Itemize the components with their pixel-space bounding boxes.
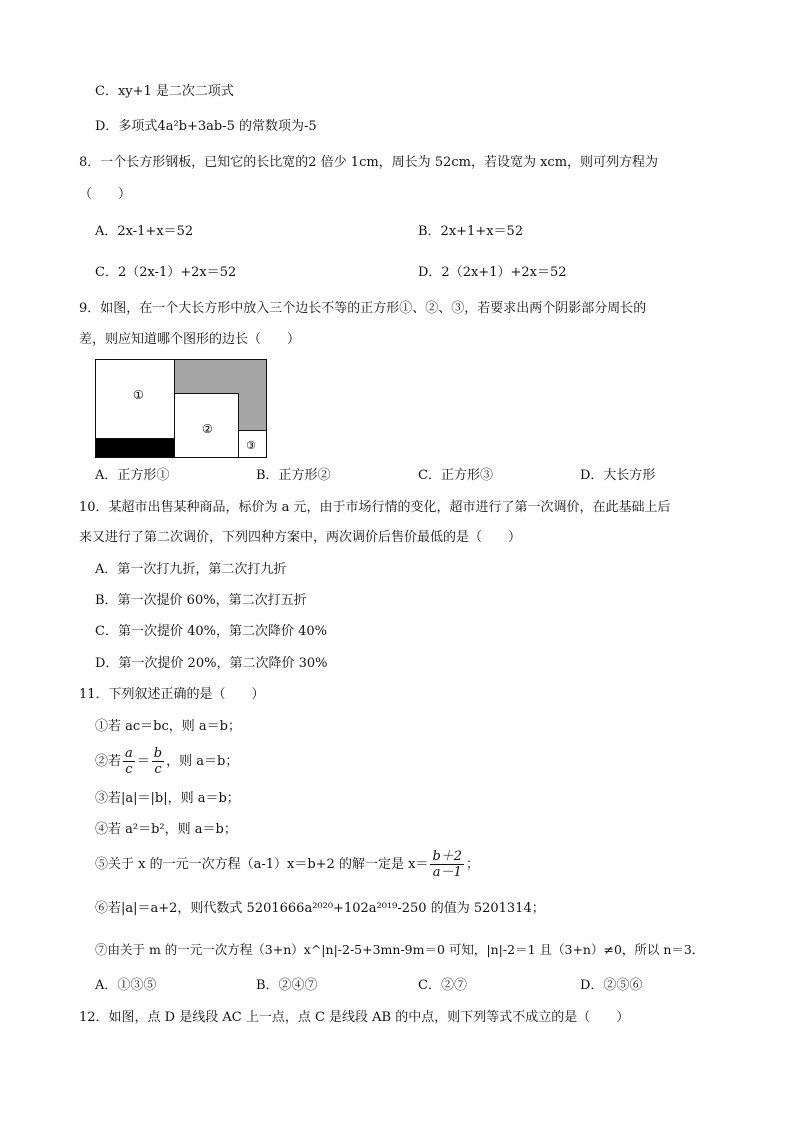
q10-stem-line1: 10．某超市出售某种商品，标价为 a 元，由于市场行情的变化，超市进行了第一次调价，在此基础上后 xyxy=(79,500,671,515)
q8-stem-line2: （ ） xyxy=(79,187,132,202)
q11-option-d: D．②⑤⑥ xyxy=(580,978,643,993)
q9-stem-line2: 差，则应知道哪个图形的边长（ ） xyxy=(79,332,301,347)
q8-option-c: C．2（2x-1）+2x＝52 xyxy=(95,265,237,280)
q9-option-b: B．正方形② xyxy=(256,468,331,483)
q11-statement-2: ②若 $\frac{a}{c}$ ＝ $\frac{b}{c}$ ，则 a＝b； xyxy=(95,746,239,777)
q11-statement-6: ⑥若|a|＝a+2，则代数式 5201666a²⁰²⁰+102a²⁰¹⁹-250 的值为 5201314； xyxy=(95,901,545,916)
q7-option-d: D．多项式4a²b+3ab-5 的常数项为-5 xyxy=(95,119,317,134)
fraction-solution: $\frac{b+2}{a-1}$ xyxy=(432,849,463,880)
q8-stem-line1: 8．一个长方形钢板，已知它的长比宽的2 倍少 1cm，周长为 52cm，若设宽为 xcm，则可列方程为 xyxy=(79,155,659,170)
q11-stem: 11．下列叙述正确的是（ ） xyxy=(79,687,265,702)
q8-option-a: A．2x-1+x＝52 xyxy=(95,224,194,239)
q11-statement-5: ⑤关于 x 的一元一次方程（a-1）x＝b+2 的解一定是 x＝ $\frac{b+2}{a-1}$ ； xyxy=(95,849,480,880)
q11-statement-4: ④若 a²＝b²，则 a＝b； xyxy=(95,822,237,837)
label-2: ② xyxy=(202,422,213,436)
q10-option-c: C．第一次提价 40%，第二次降价 40% xyxy=(95,624,328,639)
q11-option-a: A．①③⑤ xyxy=(95,978,157,993)
q9-figure xyxy=(95,359,268,459)
q11-statement-1: ①若 ac＝bc，则 a＝b； xyxy=(95,719,241,734)
q11-option-b: B．②④⑦ xyxy=(256,978,318,993)
q8-option-d: D．2（2x+1）+2x＝52 xyxy=(418,265,567,280)
q10-option-a: A．第一次打九折，第二次打九折 xyxy=(95,562,287,577)
q10-option-d: D．第一次提价 20%，第二次降价 30% xyxy=(95,656,328,671)
q9-option-c: C．正方形③ xyxy=(418,468,493,483)
black-shaded-region xyxy=(96,439,174,457)
q9-stem-line1: 9．如图，在一个大长方形中放入三个边长不等的正方形①、②、③，若要求出两个阴影部分周长的 xyxy=(79,301,647,316)
q9-option-d: D．大长方形 xyxy=(580,468,656,483)
q11-statement-3: ③若|a|＝|b|，则 a＝b； xyxy=(95,791,240,806)
q11-statement-7: ⑦由关于 m 的一元一次方程（3+n）x^|n|-2-5+3mn-9m＝0 可知，|n|-2＝1 且（3+n）≠0，所以 n＝3． xyxy=(95,942,705,957)
fraction-b-over-c: $\frac{b}{c}$ xyxy=(153,746,163,777)
label-1: ① xyxy=(133,388,144,402)
q8-option-b: B．2x+1+x＝52 xyxy=(418,224,524,239)
q10-stem-line2: 来又进行了第二次调价，下列四种方案中，两次调价后售价最低的是（ ） xyxy=(79,530,522,545)
q12-stem: 12．如图，点 D 是线段 AC 上一点，点 C 是线段 AB 的中点，则下列等式不成立的是（ ） xyxy=(79,1010,630,1025)
q11-option-c: C．②⑦ xyxy=(418,978,467,993)
fraction-a-over-c: $\frac{a}{c}$ xyxy=(125,746,133,777)
q10-option-b: B．第一次提价 60%，第二次打五折 xyxy=(95,593,307,608)
q7-option-c: C．xy+1 是二次二项式 xyxy=(95,84,234,99)
q9-option-a: A．正方形① xyxy=(95,468,170,483)
label-3: ③ xyxy=(246,439,256,452)
